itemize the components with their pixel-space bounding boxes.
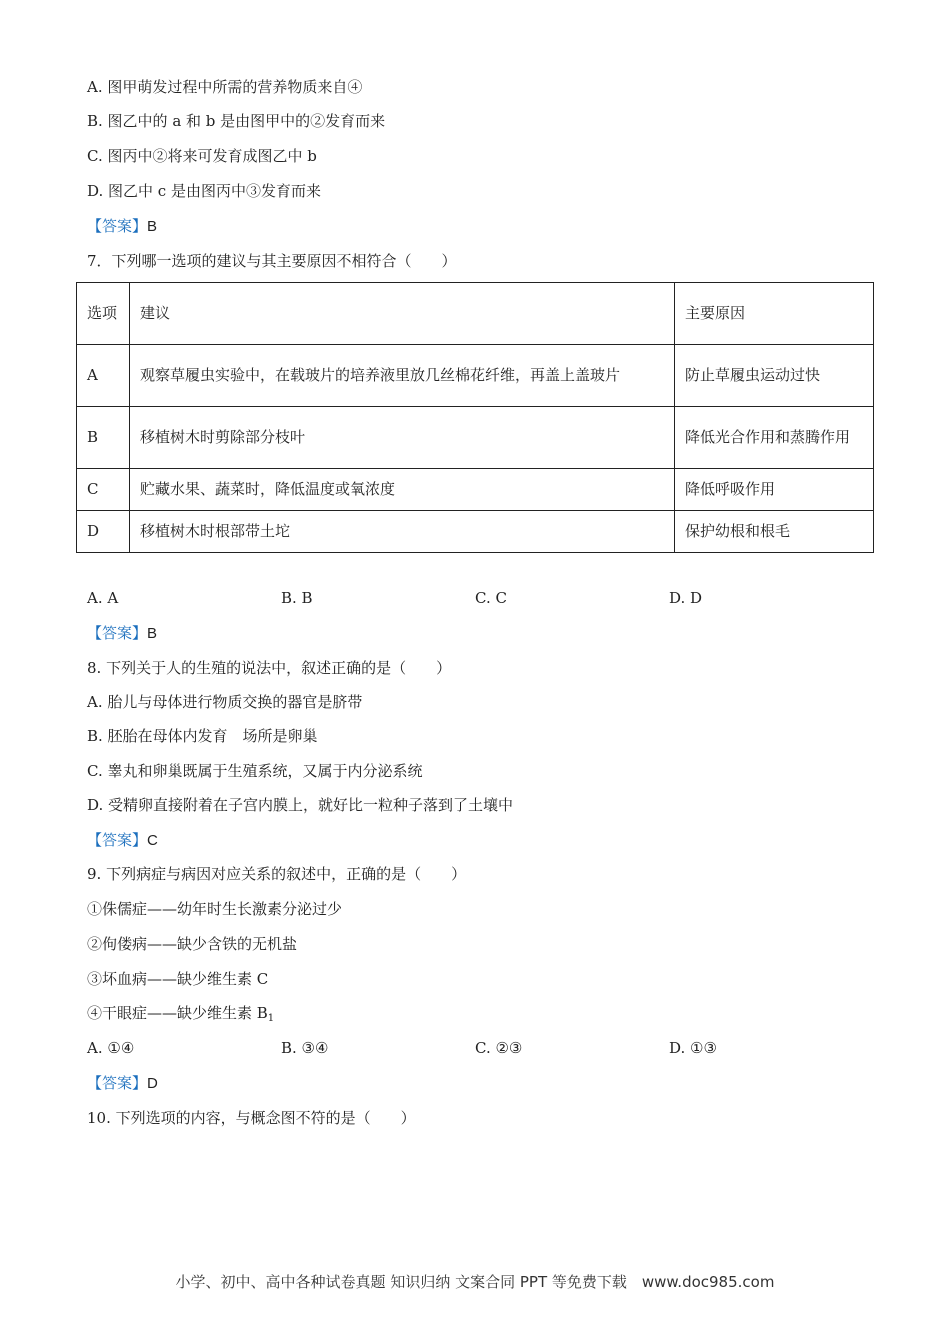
- q8-option-d: D. 受精卵直接附着在子宫内膜上，就好比一粒种子落到了土壤中: [87, 796, 514, 814]
- q6-option-d: D. 图乙中 c 是由图丙中③发育而来: [87, 182, 321, 200]
- header-reason: 主要原因: [675, 283, 874, 345]
- q9-answer: [87, 1073, 158, 1093]
- table-cell-suggestion: 贮藏水果、蔬菜时，降低温度或氧浓度: [130, 469, 675, 511]
- q7-choice-d: D. D: [669, 589, 703, 607]
- answer-label: 【答案】: [87, 217, 148, 235]
- q6-answer: [87, 216, 157, 236]
- q7-table: [76, 282, 874, 553]
- table-cell-reason: 保护幼根和根毛: [675, 511, 874, 553]
- q8-option-a: A. 胎儿与母体进行物质交换的器官是脐带: [87, 693, 363, 711]
- table-cell-suggestion: 观察草履虫实验中，在载玻片的培养液里放几丝棉花纤维，再盖上盖玻片: [130, 345, 675, 407]
- answer-value: C: [147, 832, 158, 849]
- q9-choices: [87, 1038, 877, 1058]
- table-cell-option: C: [77, 469, 130, 511]
- q9-item-1: ①侏儒症——幼年时生长激素分泌过少: [87, 900, 343, 918]
- q9-item-4-text: ④干眼症——缺少维生素 B: [87, 1004, 268, 1022]
- q7-stem: 7．下列哪一选项的建议与其主要原因不相符合（ ）: [87, 252, 457, 270]
- table-cell-suggestion: 移植树木时剪除部分枝叶: [130, 407, 675, 469]
- q7-choice-b: B. B: [281, 589, 313, 607]
- table-cell-option: A: [77, 345, 130, 407]
- q7-choice-c: C. C: [475, 589, 507, 607]
- table-cell-option: D: [77, 511, 130, 553]
- table-cell-reason: 防止草履虫运动过快: [675, 345, 874, 407]
- q7-answer: [87, 623, 157, 643]
- q8-option-c: C. 睾丸和卵巢既属于生殖系统，又属于内分泌系统: [87, 762, 423, 780]
- table-row: [77, 407, 874, 469]
- q6-option-b: B. 图乙中的 a 和 b 是由图甲中的②发育而来: [87, 112, 386, 130]
- answer-value: D: [147, 1075, 158, 1092]
- table-header-row: [77, 283, 874, 345]
- q7-choice-a: A. A: [87, 589, 119, 607]
- page-footer: 小学、初中、高中各种试卷真题 知识归纳 文案合同 PPT 等免费下载 www.doc985.com: [175, 1273, 775, 1291]
- answer-label: 【答案】: [87, 1074, 148, 1092]
- q7-choices: [87, 588, 877, 608]
- q9-item-2: ②佝偻病——缺少含铁的无机盐: [87, 935, 298, 953]
- header-option: 选项: [77, 283, 130, 345]
- q9-item-3: ③坏血病——缺少维生素 C: [87, 970, 269, 988]
- table-row: [77, 469, 874, 511]
- q9-stem: 9. 下列病症与病因对应关系的叙述中，正确的是（ ）: [87, 865, 467, 883]
- q8-option-b: B. 胚胎在母体内发育 场所是卵巢: [87, 727, 318, 745]
- table-row: [77, 511, 874, 553]
- answer-label: 【答案】: [87, 831, 148, 849]
- q10-stem: 10. 下列选项的内容，与概念图不符的是（ ）: [87, 1109, 416, 1127]
- q9-choice-c: C. ②③: [475, 1039, 523, 1057]
- header-suggestion: 建议: [130, 283, 675, 345]
- q9-item-4-subscript: 1: [267, 1013, 275, 1024]
- answer-label: 【答案】: [87, 624, 148, 642]
- table-cell-option: B: [77, 407, 130, 469]
- answer-value: B: [147, 218, 158, 235]
- q6-option-a: A. 图甲萌发过程中所需的营养物质来自④: [87, 78, 363, 96]
- answer-value: B: [147, 625, 158, 642]
- q9-choice-d: D. ①③: [669, 1039, 717, 1057]
- table-row: [77, 345, 874, 407]
- q8-answer: [87, 830, 158, 850]
- table-cell-reason: 降低呼吸作用: [675, 469, 874, 511]
- table-cell-suggestion: 移植树木时根部带土坨: [130, 511, 675, 553]
- q9-choice-a: A. ①④: [87, 1039, 135, 1057]
- q9-item-4: [87, 1003, 274, 1023]
- q6-option-c: C. 图丙中②将来可发育成图乙中 b: [87, 147, 317, 165]
- q8-stem: 8. 下列关于人的生殖的说法中，叙述正确的是（ ）: [87, 659, 452, 677]
- table-cell-reason: 降低光合作用和蒸腾作用: [675, 407, 874, 469]
- q9-choice-b: B. ③④: [281, 1039, 329, 1057]
